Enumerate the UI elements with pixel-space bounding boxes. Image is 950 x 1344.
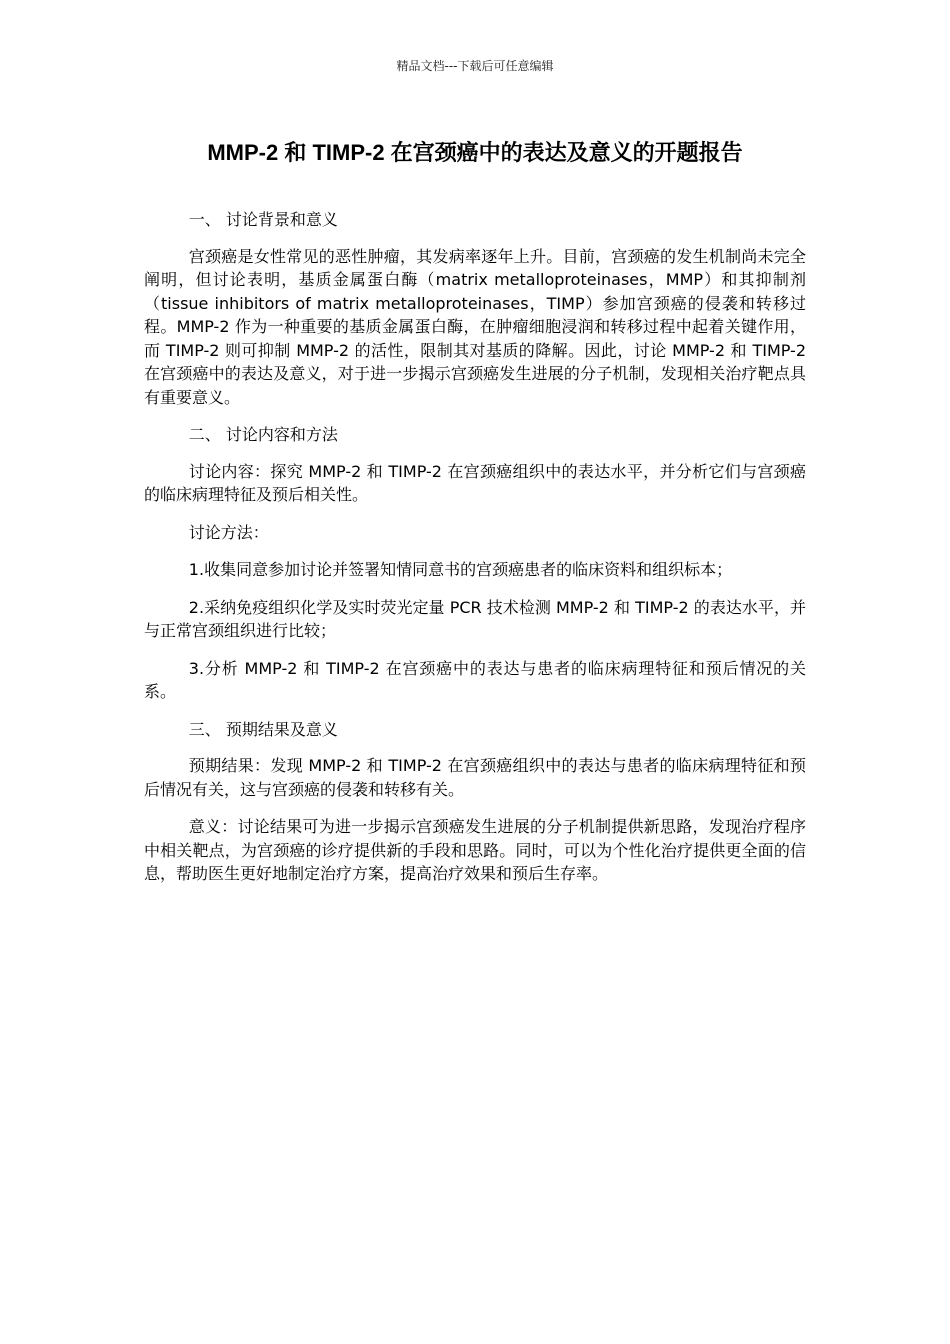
paragraph-research-content: 讨论内容：探究 MMP-2 和 TIMP-2 在宫颈癌组织中的表达水平，并分析它们与宫颈癌的临床病理特征及预后相关性。 <box>144 461 806 504</box>
paragraph-method-step-1: 1.收集同意参加讨论并签署知情同意书的宫颈癌患者的临床资料和组织标本； <box>188 560 733 579</box>
document-body <box>144 208 806 900</box>
paragraph-background: 宫颈癌是女性常见的恶性肿瘤，其发病率逐年上升。目前，宫颈癌的发生机制尚未完全阐明，但讨论表明，基质金属蛋白酶（matrix metalloproteinases，MMP）和其抑制剂（tissue inhibitors of matrix metalloproteinases，TIMP）参加宫颈癌的侵袭和转移过程。MMP-2 作为一种重要的基质金属蛋白酶，在肿瘤细胞浸润和转移过程中起着关键作用，而 TIMP-2 则可抑制 MMP-2 的活性，限制其对基质的降解。因此，讨论 MMP-2 和 TIMP-2 在宫颈癌中的表达及意义，对于进一步揭示宫颈癌发生进展的分子机制，发现相关治疗靶点具有重要意义。 <box>144 246 806 407</box>
section-heading-expected-results: 三、 预期结果及意义 <box>188 719 338 739</box>
document-title: MMP-2 和 TIMP-2 在宫颈癌中的表达及意义的开题报告 <box>207 140 743 165</box>
section-heading-background: 一、 讨论背景和意义 <box>188 210 338 229</box>
paragraph-expected-results: 预期结果：发现 MMP-2 和 TIMP-2 在宫颈癌组织中的表达与患者的临床病理特征和预后情况有关，这与宫颈癌的侵袭和转移有关。 <box>144 756 806 799</box>
paragraph-methods-label: 讨论方法： <box>188 522 269 542</box>
paragraph-method-step-2: 2.采纳免疫组织化学及实时荧光定量 PCR 技术检测 MMP-2 和 TIMP-2 的表达水平，并与正常宫颈组织进行比较； <box>144 597 806 640</box>
section-heading-content-methods: 二、 讨论内容和方法 <box>188 425 338 444</box>
paragraph-method-step-3: 3.分析 MMP-2 和 TIMP-2 在宫颈癌中的表达与患者的临床病理特征和预后情况的关系。 <box>144 658 806 701</box>
page-header-note: 精品文档---下载后可任意编辑 <box>396 59 554 73</box>
paragraph-significance: 意义：讨论结果可为进一步揭示宫颈癌发生进展的分子机制提供新思路，发现治疗程序中相关靶点，为宫颈癌的诊疗提供新的手段和思路。同时，可以为个性化治疗提供更全面的信息，帮助医生更好地制定治疗方案，提高治疗效果和预后生存率。 <box>144 817 806 883</box>
